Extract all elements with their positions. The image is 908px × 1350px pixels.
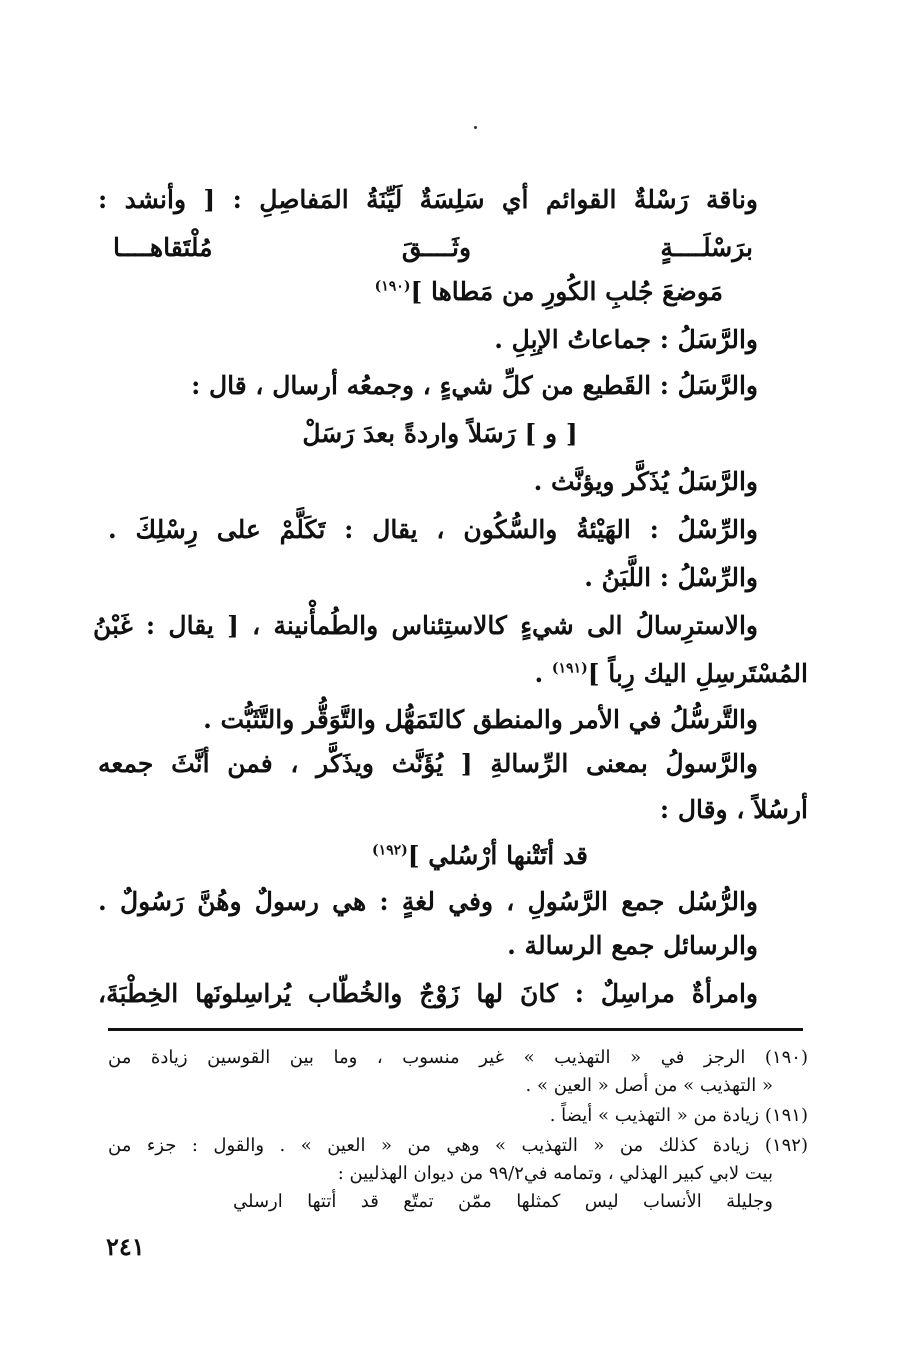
- body-line-13: والرَّسولُ بمعنى الرِّسالةِ [ يُؤَنَّث ويذَكَّر ، فمن أنَّثَ جمعه: [98, 749, 758, 778]
- footnote-191: (١٩١) زيادة من « التهذيب » أيضاً .: [549, 1105, 808, 1126]
- body-line-18: وامرأةٌ مراسِلٌ : كانَ لها زَوْجٌ والخُطّاب يُراسِلونَها الخِطْبَةَ،: [98, 979, 758, 1008]
- footnote-ref-190[interactable]: (١٩٠): [374, 278, 411, 295]
- body-line-9: والرِّسْلُ : اللَّبَنُ .: [584, 563, 758, 592]
- body-line-1: وناقة رَسْلةٌ القوائم أي سَلِسَةٌ لَيِّنَةُ المَفاصِلِ : [ وأنشد :: [98, 185, 758, 214]
- body-line-11: المُسْتَرسِلِ اليك رِباً ]$^{(١٩١)}$ .: [534, 659, 808, 688]
- body-line-12: والتَّرسُّلُ في الأمر والمنطق كالتَمَهُّل والتَّوَقُّر والتَّثَبُّت .: [203, 705, 758, 734]
- body-line-8: والرِّسْلُ : الهَيْئةُ والسُّكُون ، يقال : تَكَلَّمْ على رِسْلِكَ .: [108, 515, 758, 544]
- body-line-10: والاسترِسالُ الى شيءٍ كالاستِئناس والطُمأْنينة ، [ يقال : غَبْنُ: [93, 611, 758, 640]
- footnote-192-verse: وجليلة الأنساب ليس كمثلها ممّن تمتّع قد أتتها ارسلي: [233, 1191, 773, 1212]
- verse-line-4: [372, 838, 588, 874]
- body-line-11-text: المُسْتَرسِلِ اليك رِباً ]: [587, 659, 808, 688]
- footnote-192-line-1: (١٩٢) زيادة كذلك من « التهذيب » وهي من « العين » . والقول : جزء من: [108, 1135, 808, 1156]
- body-line-5: والرَّسَلُ : القَطيع من كلِّ شيءٍ ، وجمعُه أرسال ، قال :: [191, 371, 758, 400]
- footnote-192-line-2: بيت لابي كبير الهذلي ، وتمامه في٩٩/٢ من ديوان الهذليين :: [337, 1163, 773, 1184]
- verse-line-4-text: قد أتَتْنها أرْسُلي ]: [407, 841, 588, 870]
- body-line-16: والرُّسُل جمع الرَّسُولِ ، وفي لغةٍ : هي رسولٌ وهُنَّ رَسُولٌ .: [98, 887, 758, 916]
- footnote-ref-192[interactable]: (١٩٢): [371, 842, 408, 859]
- body-line-17: والرسائل جمع الرسالة .: [507, 931, 758, 960]
- footnote-190-line-1: (١٩٠) الرجز في « التهذيب » غير منسوب ، وما بين القوسين زيادة من: [108, 1047, 808, 1068]
- stray-dot: [474, 126, 477, 129]
- verse-line-2-text: مَوضعَ جُلبِ الكُورِ من مَطاها ]: [410, 277, 723, 306]
- footnote-ref-191[interactable]: (١٩١): [551, 660, 588, 677]
- body-line-7: والرَّسَلُ يُذَكَّر ويؤنَّث .: [533, 467, 758, 496]
- footnote-separator: [108, 1028, 803, 1031]
- page-number: ٢٤١: [106, 1232, 145, 1261]
- body-line-14: أرسُلاً ، وقال :: [659, 795, 808, 824]
- footnote-190-line-2: « التهذيب » من أصل « العين » .: [525, 1075, 773, 1096]
- verse-line-1: برَسْلَــــةٍ وثَــــقَ مُلْتَقاهــــا: [113, 233, 753, 262]
- verse-line-2: [375, 274, 723, 310]
- body-line-4: والرَّسَلُ : جماعاتُ الإبِلِ .: [494, 325, 758, 354]
- verse-line-3: [ و ] رَسَلاً واردةً بعدَ رَسَلْ: [302, 419, 578, 448]
